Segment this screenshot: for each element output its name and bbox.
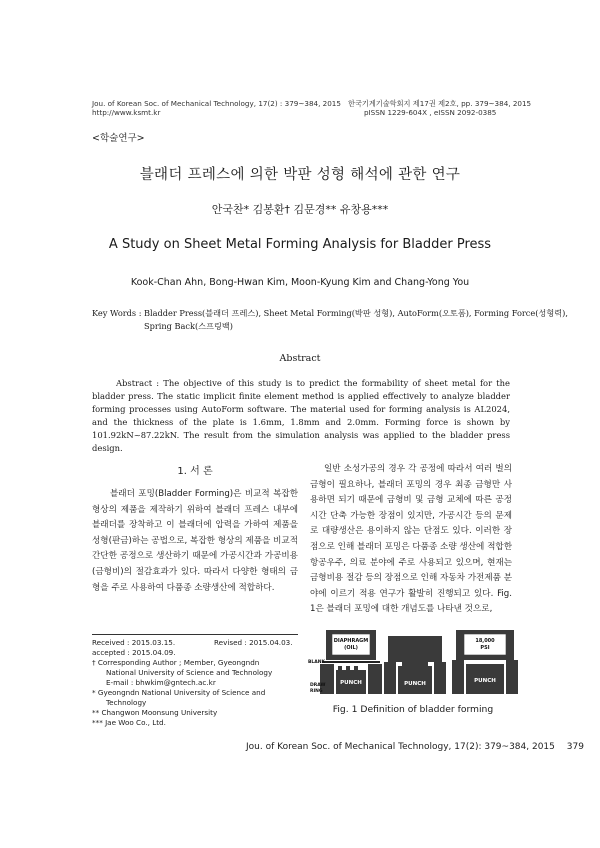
title-english: A Study on Sheet Metal Forming Analysis for Bladder Press [108,237,492,252]
page-footer: Jou. of Korean Soc. of Mechanical Technology, 17(2): 379~384, 2015 379 [246,742,584,752]
section-1-body [92,487,298,596]
keywords-line-2: Spring Back(스프링백) [144,321,233,331]
draw-ring-left [384,662,396,694]
draw-ring-right [368,664,382,694]
figure-caption: Fig. 1 Definition of bladder forming [332,704,494,715]
draw-ring-right [434,662,446,694]
footnote-affiliation-1: * Gyeongndn National University of Science and [92,688,266,697]
punch-tooth [338,666,342,670]
right-column-body [310,462,512,618]
blank-sheet [322,661,380,663]
footnote-affiliation-3: *** Jae Woo Co., Ltd. [92,718,166,727]
footnote-corresponding-2: National University of Science and Technology [106,668,273,677]
footnote-divider [92,634,298,635]
footnote-corresponding-1: † Corresponding Author ; Member, Gyeongndn [92,658,260,667]
abstract-heading: Abstract [279,353,321,364]
figure-bladder-forming [308,630,518,706]
label-punch: PUNCH [474,678,496,684]
authors-korean: 안국찬* 김봉환† 김문경** 유창용*** [211,203,389,216]
figure-panel-1 [308,630,382,694]
abstract-text: Abstract : The objective of this study is to predict the formability of sheet metal for the bladder press. The static implicit finite element method is applied effectively to analyze bladder forming processes using AutoForm software. The material used for forming analysis is AL2024, and the thickness of the plate is 1.6mm, 1.8mm and 2.0mm. Forming force is shown by 101.92kN~87.22kN. The result from the simulation analysis was applied to the bladder press design. [92,378,510,453]
punch-top [402,660,428,666]
punch-tooth [354,666,358,670]
draw-ring-left [452,660,464,694]
label-blank: BLANK [308,660,326,665]
label-oil: (OIL) [344,645,358,651]
journal-citation-right: 한국기계기술학회지 제17권 제2호, pp. 379~384, 2015 [348,99,532,108]
footnote-received: Received : 2015.03.15. [92,638,176,647]
punch-tooth [346,666,350,670]
label-draw: DRAW [310,683,326,688]
footnote-affiliation-2: ** Changwon Moonsung University [92,708,218,717]
title-korean: 블래더 프레스에 의한 박판 성형 해석에 관한 연구 [139,167,461,183]
label-punch: PUNCH [404,681,426,687]
right-column-paragraph: 일반 소성가공의 경우 각 공정에 따라서 여러 벌의 금형이 필요하나, 블래더 포밍의 경우 최종 금형만 사용하면 되기 때문에 금형비 및 금형 교체에 따른 공정시간 단축 가능한 장점이 있지만, 가공시간 등의 문제로 대량생산은 용이하지 않는 단점도 있다. 이러한 장점으로 인해 블래더 포밍은 다품종 소량 생산에 적합한 항공우주, 의료 분야에 주로 사용되고 있으며, 현재는 금형비용 절감 등의 장점으로 인해 자동차 가전제품 분야에 이르기 적용 연구가 활발히 진행되고 있다. Fig. 1은 블래더 포밍에 대한 개념도를 나타낸 것으로, [310,464,512,615]
footnote-affiliation-1-cont: Technology [106,698,147,707]
press-upper-die [388,636,442,662]
journal-citation-left: Jou. of Korean Soc. of Mechanical Technology, 17(2) : 379~384, 2015 [92,99,341,108]
section-1-paragraph: 블래더 포밍(Bladder Forming)은 비교적 복잡한 형상의 제품을 제작하기 위하여 블래더 프레스 내부에 블래더를 장착하고 이 블래더에 압력을 가하여 제품을 성형(판금)하는 공법으로, 복잡한 형상의 제품을 비교적 간단한 공정으로 생산하기 때문에 가공시간과 가공비용(금형비)의 절감효과가 있다. 따라서 다양한 형태의 금형을 주로 사용하여 다품종 소량생산에 적합하다. [92,489,298,593]
keywords-label: Key Words : [92,308,142,318]
footnote-accepted: accepted : 2015.04.09. [92,648,176,657]
label-pressure-value: 18,000 [475,638,495,644]
journal-url: http://www.ksmt.kr [92,108,161,117]
footnote-revised: Revised : 2015.04.03. [214,638,293,647]
label-punch: PUNCH [340,680,362,686]
label-diaphragm: DIAPHRAGM [333,638,369,644]
journal-issn: pISSN 1229-604X , eISSN 2092-0385 [364,108,497,117]
punch-block [398,666,432,694]
figure-panel-2 [384,636,446,694]
keywords-line-1: Bladder Press(블래더 프레스), Sheet Metal Forming(박판 성형), AutoForm(오토폼), Forming Force(성형력), [144,308,568,318]
article-category: <학술연구> [92,133,145,144]
label-psi: PSI [480,645,490,651]
section-1-heading: 1. 서 론 [177,466,213,477]
footnote-email: E-mail : bhwkim@gntech.ac.kr [106,678,216,687]
figure-panel-3 [452,630,518,694]
authors-english: Kook-Chan Ahn, Bong-Hwan Kim, Moon-Kyung Kim and Chang-Yong You [130,277,470,288]
label-ring: RING [310,689,323,694]
draw-ring-right [506,660,518,694]
